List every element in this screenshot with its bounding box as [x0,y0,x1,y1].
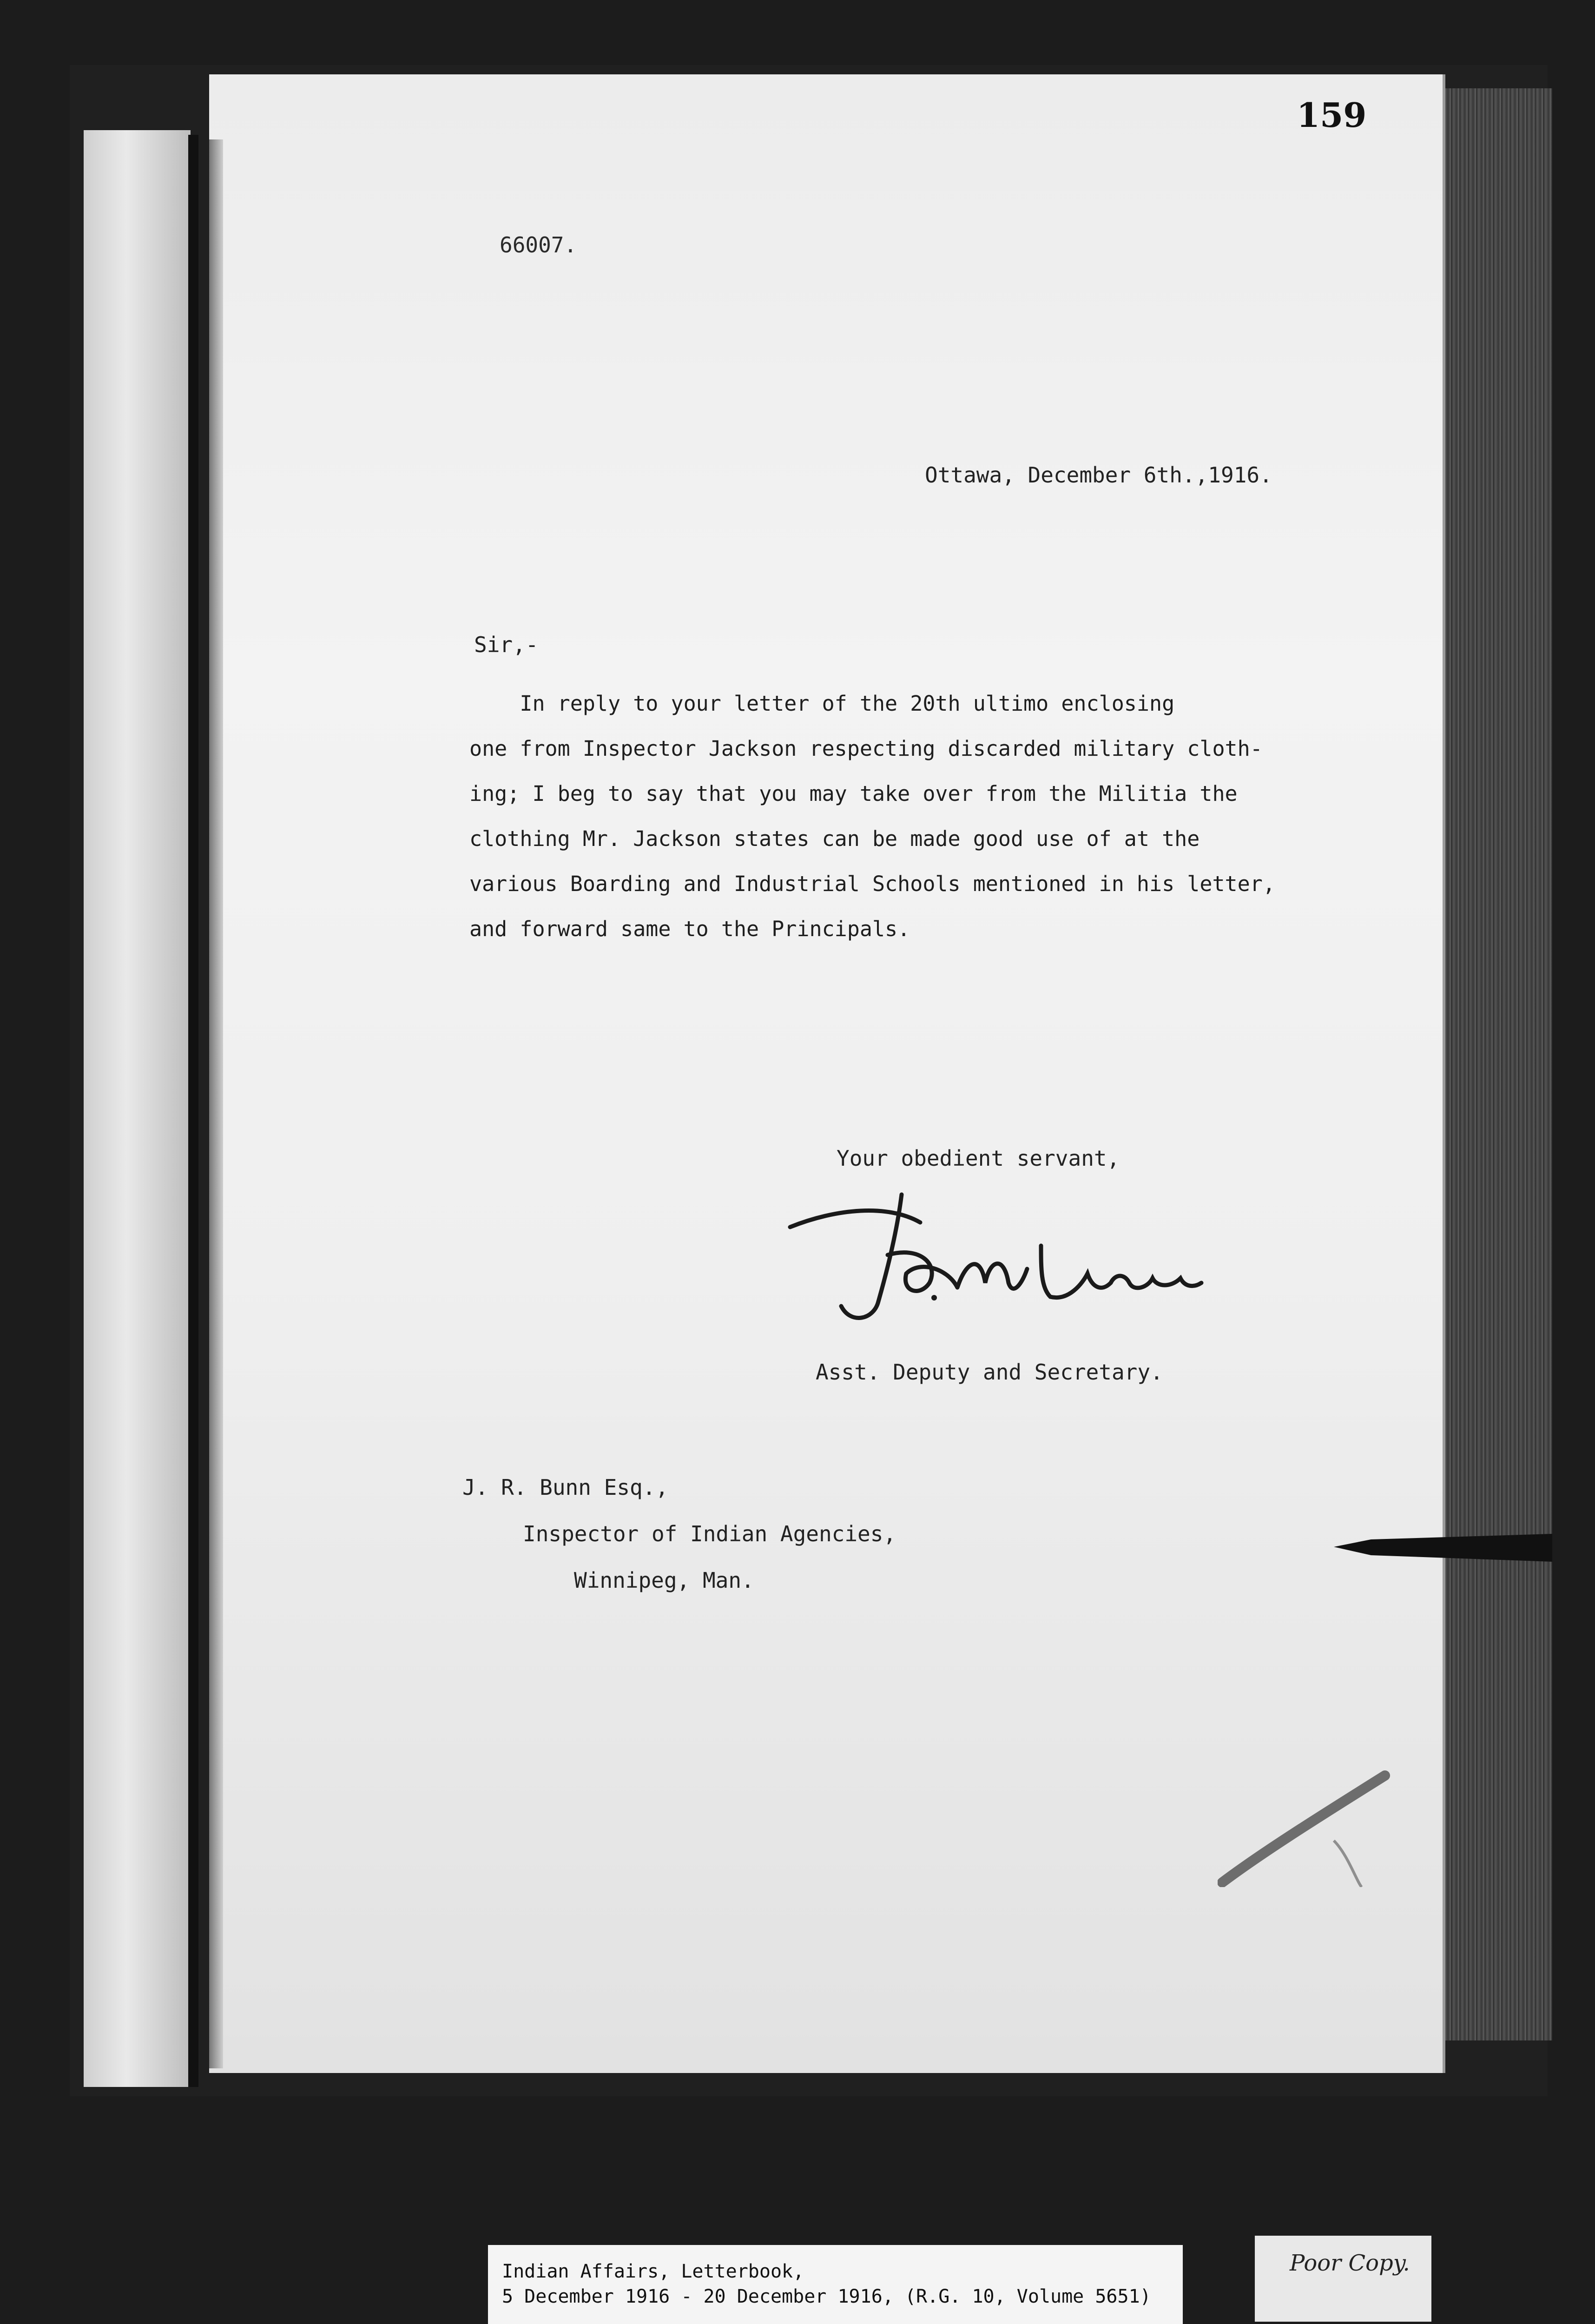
addressee-block [462,1464,896,1604]
handwritten-note [1255,2236,1431,2322]
handwritten-signature [781,1190,1208,1343]
gutter-shadow [188,135,198,2087]
archive-caption [488,2245,1183,2324]
place-date: Ottawa, December 6th.,1916. [925,462,1272,488]
ink-smudge [1218,1748,1394,1887]
closing: Your obedient servant, [837,1146,1120,1171]
addressee-office: Inspector of Indian Agencies, [523,1521,896,1546]
letter-body [469,681,1413,951]
svg-text:Poor Copy.: Poor Copy. [1290,2250,1410,2276]
signer-title: Asst. Deputy and Secretary. [816,1360,1163,1385]
page-inner-edge [209,139,223,2068]
body-line: clothing Mr. Jackson states can be made good use of at the [469,826,1200,851]
pencil-pointer [1334,1529,1552,1571]
body-line: ing; I beg to say that you may take over from the Militia the [469,781,1238,806]
body-line: one from Inspector Jackson respecting discarded military cloth- [469,736,1263,761]
folio-number: 159 [1297,95,1367,135]
addressee-location: Winnipeg, Man. [574,1568,754,1593]
file-reference: 66007. [500,232,577,257]
caption-line: 5 December 1916 - 20 December 1916, (R.G. 10, Volume 5651) [502,2286,1151,2307]
poor-copy-handwriting [1255,2236,1431,2322]
caption-line: Indian Affairs, Letterbook, [502,2261,804,2282]
binding-strip [84,130,191,2087]
salutation: Sir,- [474,632,539,657]
body-line: and forward same to the Principals. [469,917,910,941]
body-line: In reply to your letter of the 20th ultimo enclosing [469,691,1175,716]
body-line: various Boarding and Industrial Schools mentioned in his letter, [469,872,1275,896]
addressee-name: J. R. Bunn Esq., [462,1475,669,1500]
